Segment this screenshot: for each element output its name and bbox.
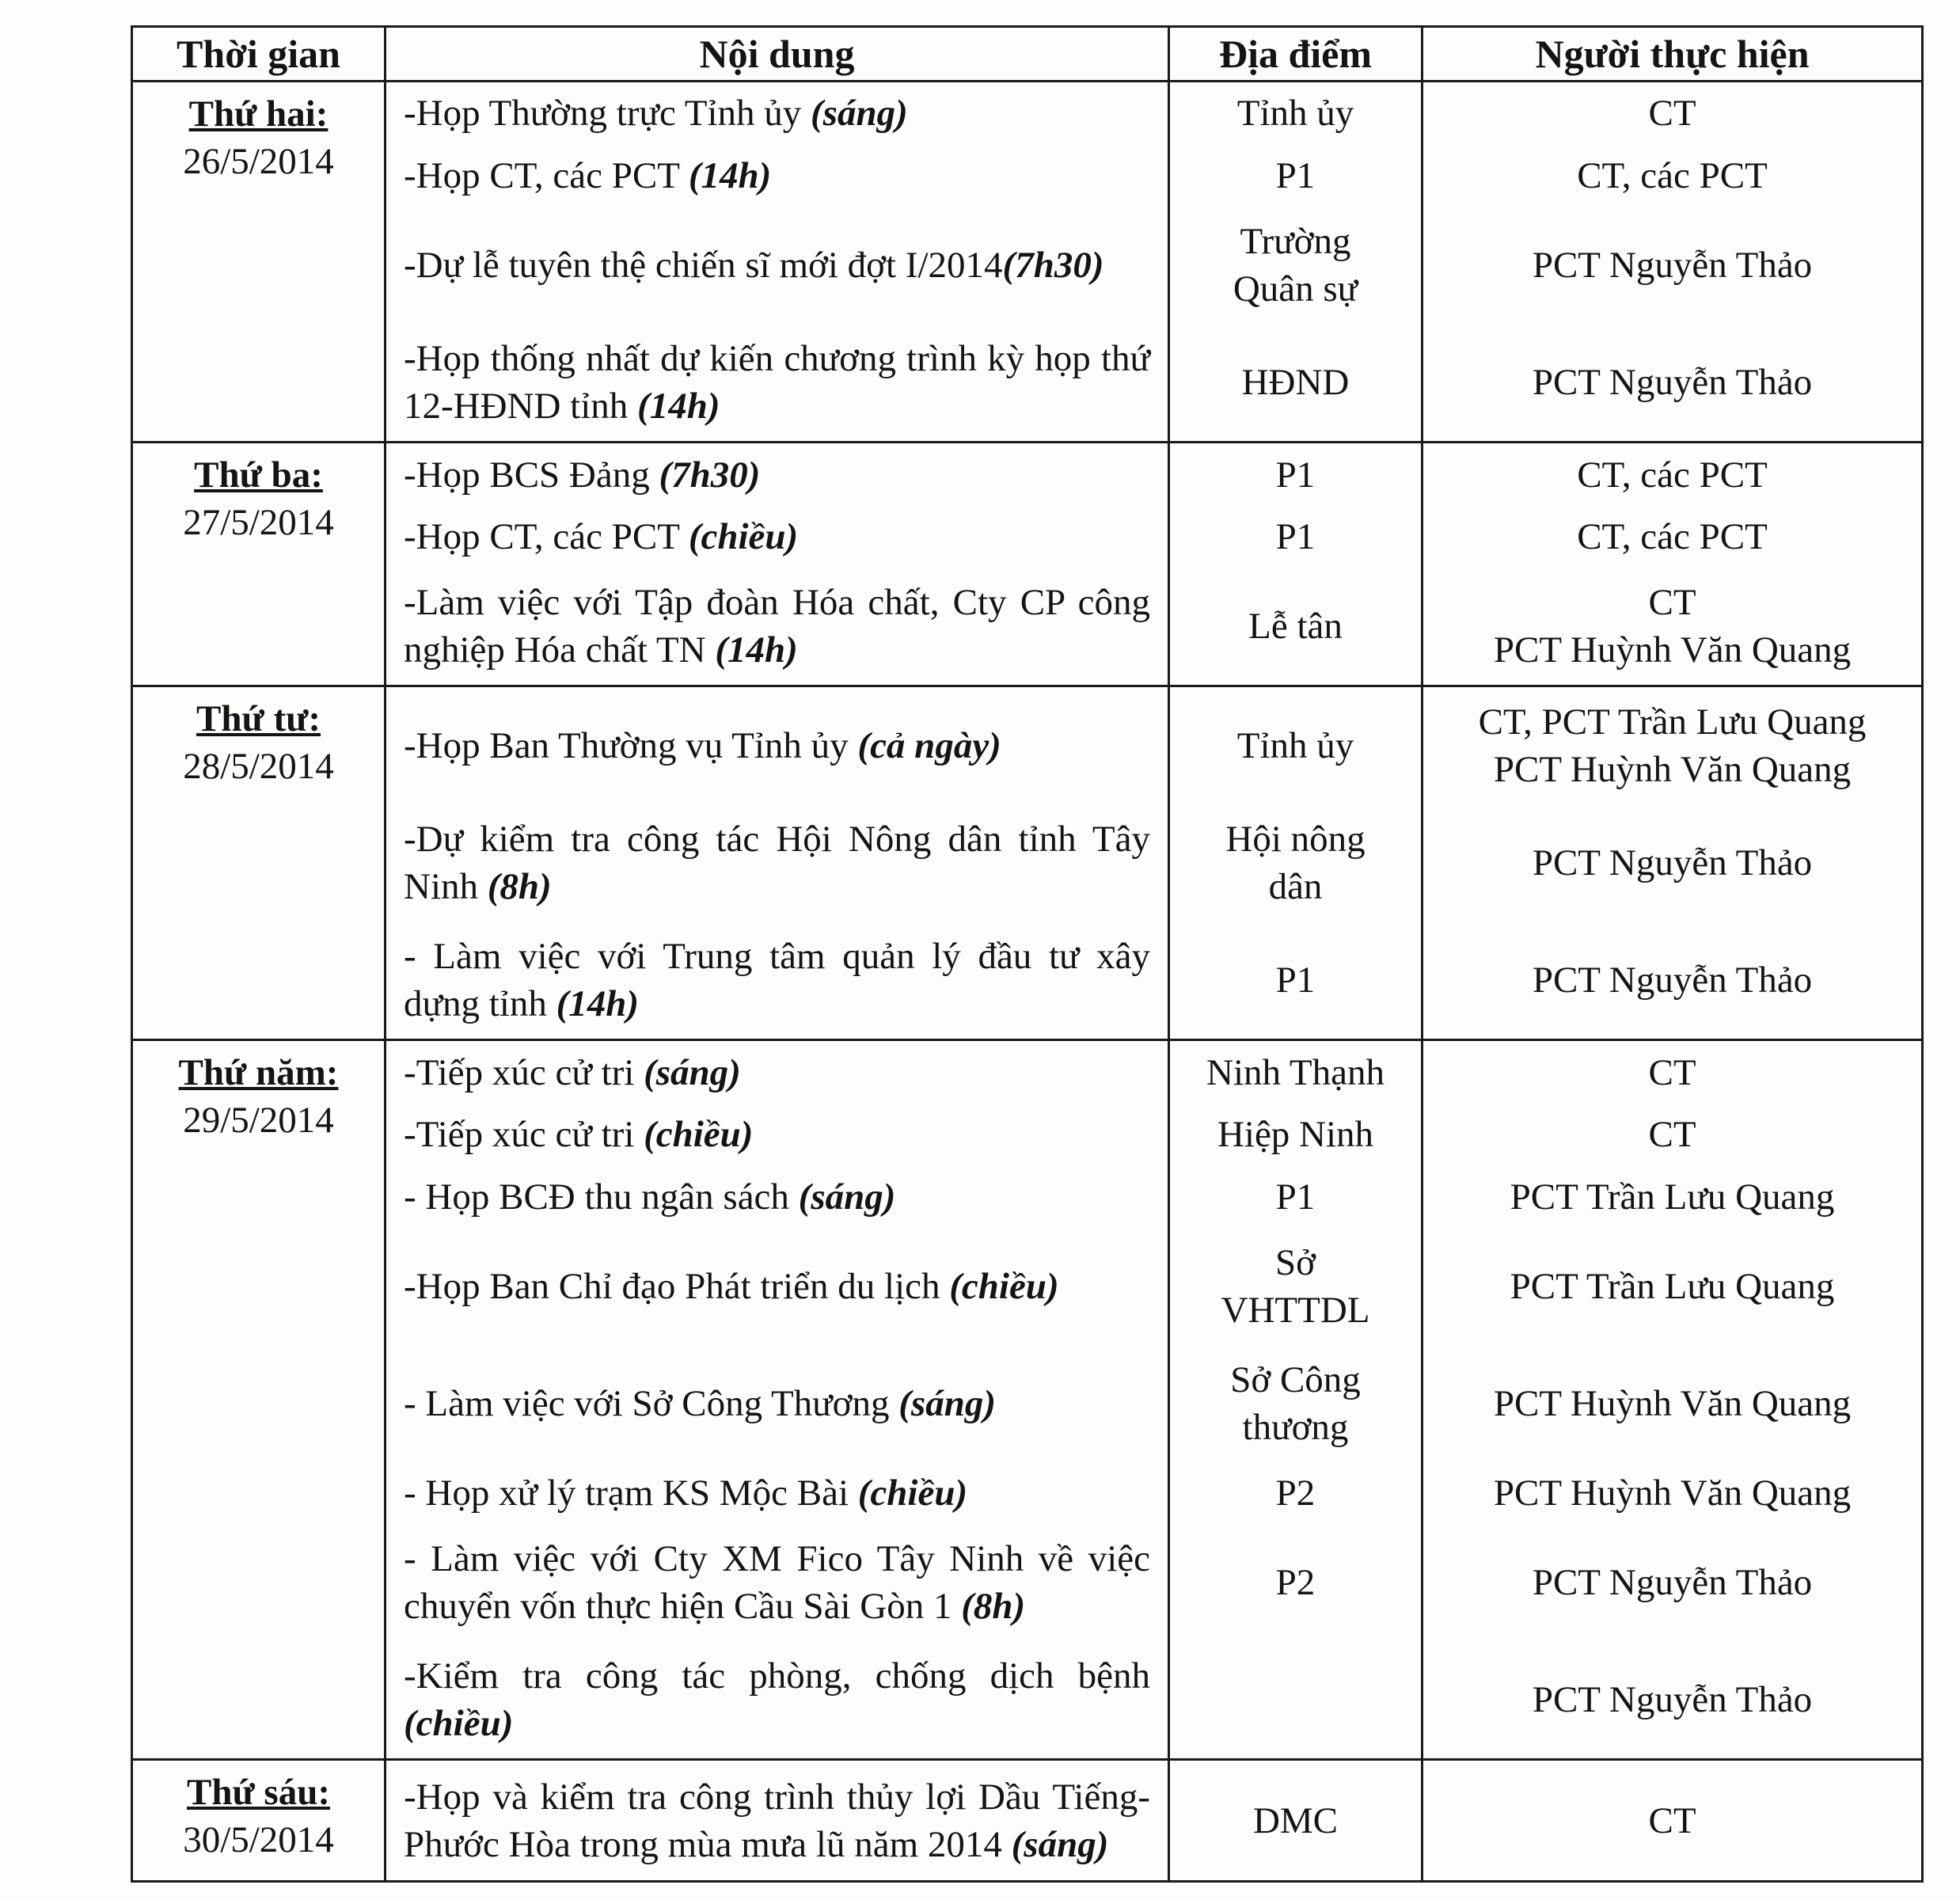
activity-content: [386, 1641, 1169, 1760]
place-line: Lễ tân: [1248, 606, 1343, 648]
activity-person: [1423, 805, 1923, 922]
person-line: PCT Nguyễn Thảo: [1532, 1562, 1813, 1604]
activity-content: [386, 1104, 1169, 1166]
activity-time: (chiều): [857, 1472, 968, 1514]
person-line: PCT Nguyễn Thảo: [1532, 1679, 1813, 1721]
place-line: Hiệp Ninh: [1217, 1114, 1374, 1156]
person-line: CT, các PCT: [1577, 155, 1768, 197]
activity-place: [1169, 1760, 1423, 1882]
activity-person: [1423, 145, 1923, 207]
activity-place: [1169, 1228, 1423, 1345]
activity-person: [1423, 1524, 1923, 1641]
person-line: CT: [1648, 1799, 1696, 1841]
place-line: thương: [1242, 1406, 1349, 1448]
person-line: CT, các PCT: [1577, 454, 1768, 496]
activity-person: [1423, 1166, 1923, 1229]
activity-time: (14h): [688, 155, 772, 197]
activity-person: [1423, 922, 1923, 1040]
day-name: Thứ sáu:: [186, 1772, 331, 1814]
activity-content: [386, 1166, 1169, 1229]
activity-person: [1423, 324, 1923, 443]
place-line: VHTTDL: [1221, 1290, 1370, 1332]
person-line: CT: [1648, 1114, 1696, 1156]
person-line: PCT Trần Lưu Quang: [1510, 1266, 1835, 1308]
schedule-row: [132, 1104, 1923, 1166]
activity-person: [1423, 1228, 1923, 1345]
day-cell: [132, 82, 386, 443]
activity-place: [1169, 1524, 1423, 1641]
activity-person: [1423, 1760, 1923, 1882]
person-line: PCT Nguyễn Thảo: [1532, 960, 1813, 1001]
activity-person: [1423, 1462, 1923, 1525]
schedule-row: [132, 1345, 1923, 1462]
activity-place: [1169, 1040, 1423, 1104]
activity-place: [1169, 686, 1423, 805]
activity-content: [386, 686, 1169, 805]
activity-place: [1169, 805, 1423, 922]
activity-person: [1423, 1104, 1923, 1166]
person-line: CT: [1648, 93, 1696, 135]
activity-time: (14h): [715, 629, 798, 671]
activity-content: [386, 1228, 1169, 1345]
place-line: P1: [1275, 960, 1316, 1001]
schedule-row: [132, 324, 1923, 443]
activity-time: (sáng): [644, 1051, 741, 1093]
activity-place: [1169, 1641, 1423, 1760]
activity-place: [1169, 207, 1423, 324]
activity-text: -Họp CT, các PCT: [404, 516, 689, 558]
activity-time: (14h): [637, 386, 720, 428]
schedule-row: [132, 805, 1923, 922]
header-person: Người thực hiện: [1423, 27, 1923, 82]
activity-place: [1169, 922, 1423, 1040]
day-date: 29/5/2014: [183, 1100, 334, 1142]
activity-time: (chiều): [404, 1703, 514, 1745]
activity-time: (sáng): [798, 1176, 896, 1218]
schedule-row: [132, 506, 1923, 568]
activity-time: (8h): [487, 866, 552, 908]
activity-content: [386, 324, 1169, 443]
activity-content: [386, 145, 1169, 207]
person-line: PCT Huỳnh Văn Quang: [1493, 749, 1852, 791]
activity-text: -Tiếp xúc cử tri: [404, 1114, 644, 1156]
activity-text: -Tiếp xúc cử tri: [404, 1051, 644, 1093]
place-line: Hội nông: [1225, 819, 1366, 861]
place-line: Quân sự: [1233, 268, 1358, 310]
place-line: Sở Công: [1230, 1358, 1361, 1400]
activity-text: - Làm việc với Cty XM Fico Tây Ninh về việc chuyển vốn thực hiện Cầu Sài Gòn 1: [404, 1538, 1150, 1628]
place-line: Ninh Thạnh: [1206, 1051, 1385, 1093]
day-date: 30/5/2014: [183, 1819, 334, 1861]
activity-place: [1169, 568, 1423, 686]
activity-text: -Họp Ban Thường vụ Tỉnh ủy: [404, 725, 858, 767]
activity-place: [1169, 1104, 1423, 1166]
activity-person: [1423, 686, 1923, 805]
activity-text: - Làm việc với Sở Công Thương: [404, 1382, 899, 1424]
schedule-row: [132, 568, 1923, 686]
place-line: Sở: [1275, 1242, 1316, 1284]
day-cell: [132, 686, 386, 1040]
place-line: P1: [1275, 454, 1316, 496]
schedule-row: [132, 145, 1923, 207]
activity-content: [386, 568, 1169, 686]
place-line: dân: [1268, 866, 1323, 908]
activity-person: [1423, 207, 1923, 324]
activity-person: [1423, 443, 1923, 506]
day-cell: [132, 1760, 386, 1882]
activity-content: [386, 506, 1169, 568]
activity-content: [386, 207, 1169, 324]
place-line: HĐND: [1241, 362, 1350, 404]
activity-content: [386, 1760, 1169, 1882]
schedule-row: [132, 1166, 1923, 1229]
activity-text: - Làm việc với Trung tâm quản lý đầu tư xây dựng tỉnh: [404, 936, 1150, 1025]
activity-place: [1169, 1345, 1423, 1462]
activity-time: (14h): [556, 983, 640, 1025]
place-line: P1: [1275, 516, 1316, 558]
activity-place: [1169, 324, 1423, 443]
person-line: PCT Huỳnh Văn Quang: [1493, 629, 1852, 671]
place-line: Tỉnh ủy: [1236, 725, 1354, 767]
day-cell: [132, 1040, 386, 1760]
activity-time: (7h30): [1002, 245, 1104, 287]
activity-place: [1169, 506, 1423, 568]
activity-person: [1423, 1040, 1923, 1104]
schedule-row: [132, 1040, 1923, 1104]
person-line: PCT Trần Lưu Quang: [1510, 1176, 1835, 1218]
schedule-body: [132, 82, 1923, 1882]
activity-text: -Dự kiểm tra công tác Hội Nông dân tỉnh Tây Ninh: [404, 819, 1150, 908]
activity-person: [1423, 568, 1923, 686]
activity-text: - Họp xử lý trạm KS Mộc Bài: [404, 1472, 858, 1514]
person-line: CT: [1648, 582, 1696, 624]
activity-time: (8h): [961, 1586, 1026, 1628]
schedule-row: [132, 1462, 1923, 1525]
activity-text: -Họp Ban Chỉ đạo Phát triển du lịch: [404, 1266, 950, 1308]
activity-time: (chiều): [688, 516, 799, 558]
activity-time: (7h30): [659, 454, 761, 496]
day-cell: [132, 443, 386, 686]
place-line: P2: [1275, 1472, 1316, 1514]
schedule-row: [132, 207, 1923, 324]
activity-content: [386, 82, 1169, 145]
activity-text: -Dự lễ tuyên thệ chiến sĩ mới đợt I/2014: [404, 245, 1003, 287]
activity-place: [1169, 443, 1423, 506]
activity-person: [1423, 82, 1923, 145]
schedule-row: [132, 922, 1923, 1040]
activity-time: (sáng): [898, 1382, 996, 1424]
schedule-row: [132, 1641, 1923, 1760]
day-name: Thứ hai:: [188, 93, 329, 135]
activity-content: [386, 443, 1169, 506]
activity-text: - Họp BCĐ thu ngân sách: [404, 1176, 799, 1218]
activity-time: (sáng): [1011, 1823, 1109, 1865]
place-line: Trường: [1240, 221, 1351, 263]
activity-text: -Họp BCS Đảng: [404, 454, 659, 496]
activity-place: [1169, 1462, 1423, 1525]
activity-person: [1423, 1345, 1923, 1462]
place-line: P1: [1275, 155, 1316, 197]
activity-place: [1169, 145, 1423, 207]
person-line: PCT Nguyễn Thảo: [1532, 245, 1813, 287]
activity-content: [386, 1462, 1169, 1525]
activity-time: (chiều): [644, 1114, 754, 1156]
person-line: PCT Nguyễn Thảo: [1532, 362, 1813, 404]
day-date: 28/5/2014: [183, 746, 334, 788]
schedule-row: [132, 1524, 1923, 1641]
person-line: CT, PCT Trần Lưu Quang: [1478, 701, 1867, 743]
place-line: Tỉnh ủy: [1236, 93, 1354, 135]
activity-text: -Họp CT, các PCT: [404, 155, 689, 197]
schedule-row: [132, 443, 1923, 506]
header-time: Thời gian: [132, 27, 386, 82]
activity-text: -Họp thống nhất dự kiến chương trình kỳ họp thứ 12-HĐND tỉnh: [404, 338, 1150, 428]
person-line: CT, các PCT: [1577, 516, 1768, 558]
activity-text: -Làm việc với Tập đoàn Hóa chất, Cty CP công nghiệp Hóa chất TN: [404, 582, 1150, 671]
activity-text: -Họp và kiểm tra công trình thủy lợi Dầu Tiếng- Phước Hòa trong mùa mưa lũ năm 2014: [404, 1776, 1150, 1865]
schedule-row: [132, 1228, 1923, 1345]
activity-content: [386, 1524, 1169, 1641]
activity-text: -Họp Thường trực Tỉnh ủy: [404, 93, 811, 135]
place-line: P2: [1275, 1562, 1316, 1604]
activity-place: [1169, 1166, 1423, 1229]
day-name: Thứ tư:: [196, 698, 321, 740]
activity-person: [1423, 1641, 1923, 1760]
header-place: Địa điểm: [1169, 27, 1423, 82]
activity-time: (cả ngày): [857, 725, 1001, 767]
activity-person: [1423, 506, 1923, 568]
person-line: PCT Huỳnh Văn Quang: [1493, 1382, 1852, 1424]
header-content: Nội dung: [386, 27, 1169, 82]
place-line: DMC: [1252, 1799, 1339, 1841]
schedule-row: [132, 82, 1923, 145]
activity-content: [386, 922, 1169, 1040]
activity-content: [386, 1040, 1169, 1104]
day-name: Thứ năm:: [178, 1052, 339, 1094]
place-line: P1: [1275, 1176, 1316, 1218]
activity-time: (chiều): [949, 1266, 1059, 1308]
schedule-row: [132, 1760, 1923, 1882]
activity-place: [1169, 82, 1423, 145]
header-row: [132, 27, 1923, 82]
day-date: 26/5/2014: [183, 141, 334, 182]
person-line: CT: [1648, 1051, 1696, 1093]
activity-content: [386, 1345, 1169, 1462]
person-line: PCT Nguyễn Thảo: [1532, 842, 1813, 884]
activity-text: -Kiểm tra công tác phòng, chống dịch bệnh: [404, 1655, 1150, 1697]
activity-content: [386, 805, 1169, 922]
day-name: Thứ ba:: [194, 454, 323, 496]
person-line: PCT Huỳnh Văn Quang: [1493, 1472, 1852, 1514]
weekly-schedule-table: [131, 25, 1924, 1883]
schedule-row: [132, 686, 1923, 805]
activity-time: (sáng): [811, 93, 908, 135]
day-date: 27/5/2014: [183, 502, 334, 544]
schedule-document: [131, 25, 1921, 1883]
